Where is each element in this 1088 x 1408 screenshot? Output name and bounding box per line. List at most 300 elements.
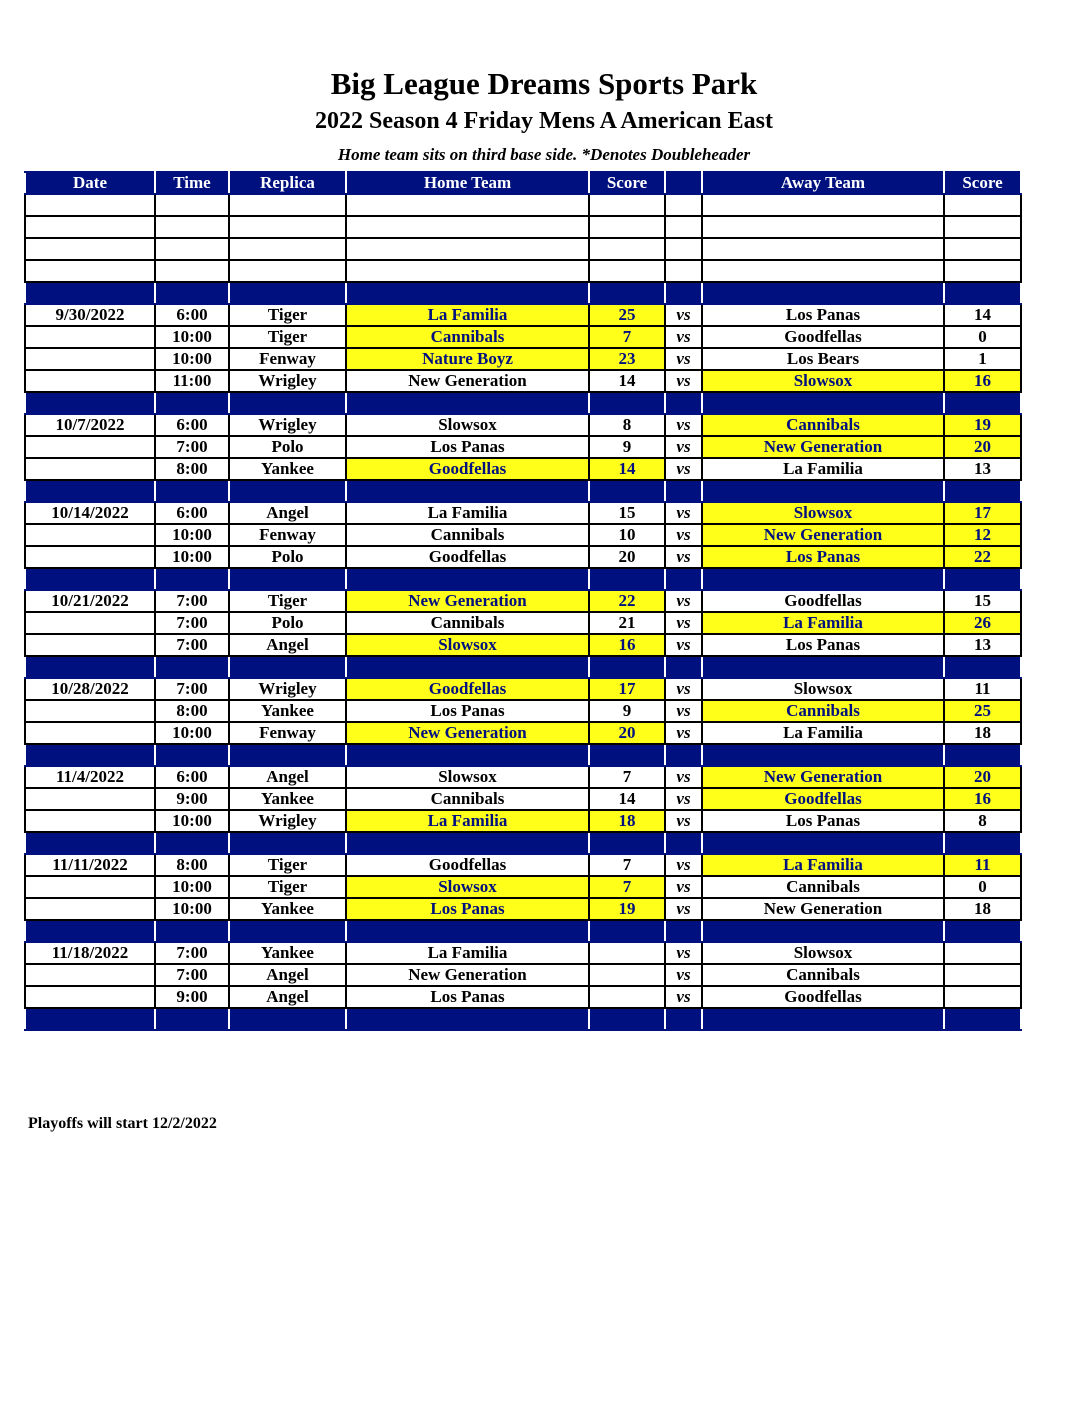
field-cell: Wrigley	[229, 678, 346, 700]
date-cell	[25, 612, 155, 634]
home-team-cell: Los Panas	[346, 986, 589, 1008]
separator-cell	[229, 656, 346, 678]
away-team-cell: Cannibals	[702, 964, 944, 986]
separator-cell	[229, 744, 346, 766]
separator-cell	[346, 832, 589, 854]
field-cell: Angel	[229, 502, 346, 524]
away-team-cell: Slowsox	[702, 942, 944, 964]
vs-cell: vs	[665, 986, 702, 1008]
week-separator-row	[25, 568, 1021, 590]
away-team-cell: Los Panas	[702, 634, 944, 656]
time-cell: 7:00	[155, 590, 229, 612]
field-cell: Tiger	[229, 590, 346, 612]
separator-cell	[944, 282, 1021, 304]
away-score-cell: 14	[944, 304, 1021, 326]
game-row	[25, 612, 1021, 634]
away-team-cell: Cannibals	[702, 700, 944, 722]
separator-cell	[702, 1008, 944, 1030]
separator-cell	[702, 282, 944, 304]
time-cell: 10:00	[155, 898, 229, 920]
away-team-cell	[702, 194, 944, 216]
time-cell: 9:00	[155, 986, 229, 1008]
week-separator-row	[25, 832, 1021, 854]
date-cell	[25, 722, 155, 744]
date-cell: 10/14/2022	[25, 502, 155, 524]
game-row	[25, 458, 1021, 480]
away-team-cell: La Familia	[702, 722, 944, 744]
game-row	[25, 678, 1021, 700]
home-team-cell: Nature Boyz	[346, 348, 589, 370]
away-score-cell	[944, 260, 1021, 282]
home-team-cell: Goodfellas	[346, 678, 589, 700]
vs-cell: vs	[665, 722, 702, 744]
separator-cell	[346, 744, 589, 766]
away-score-cell: 22	[944, 546, 1021, 568]
home-team-cell: Los Panas	[346, 700, 589, 722]
away-score-cell: 18	[944, 722, 1021, 744]
date-cell	[25, 788, 155, 810]
separator-cell	[665, 656, 702, 678]
separator-cell	[944, 920, 1021, 942]
col-header-home-team: Home Team	[346, 172, 589, 194]
game-row	[25, 304, 1021, 326]
game-row	[25, 546, 1021, 568]
game-row	[25, 876, 1021, 898]
home-team-cell	[346, 216, 589, 238]
separator-cell	[229, 282, 346, 304]
vs-cell: vs	[665, 370, 702, 392]
away-team-cell: Los Panas	[702, 810, 944, 832]
time-cell: 7:00	[155, 678, 229, 700]
away-score-cell: 0	[944, 876, 1021, 898]
home-score-cell: 19	[589, 898, 665, 920]
separator-cell	[589, 1008, 665, 1030]
home-score-cell: 7	[589, 326, 665, 348]
time-cell: 11:00	[155, 370, 229, 392]
game-row	[25, 414, 1021, 436]
date-cell	[25, 216, 155, 238]
vs-cell: vs	[665, 436, 702, 458]
date-cell	[25, 876, 155, 898]
away-score-cell: 13	[944, 634, 1021, 656]
away-team-cell: Goodfellas	[702, 590, 944, 612]
separator-cell	[589, 744, 665, 766]
separator-cell	[155, 744, 229, 766]
schedule-body	[25, 194, 1021, 1030]
separator-cell	[155, 480, 229, 502]
vs-cell: vs	[665, 304, 702, 326]
separator-cell	[702, 480, 944, 502]
separator-cell	[25, 656, 155, 678]
separator-cell	[346, 1008, 589, 1030]
week-separator-row	[25, 480, 1021, 502]
time-cell: 6:00	[155, 502, 229, 524]
away-team-cell: Cannibals	[702, 414, 944, 436]
vs-cell: vs	[665, 700, 702, 722]
game-row	[25, 810, 1021, 832]
vs-cell: vs	[665, 854, 702, 876]
separator-cell	[665, 282, 702, 304]
home-score-cell: 9	[589, 700, 665, 722]
separator-cell	[25, 920, 155, 942]
week-separator-row	[25, 744, 1021, 766]
col-header-vs	[665, 172, 702, 194]
date-cell: 11/4/2022	[25, 766, 155, 788]
date-cell: 11/18/2022	[25, 942, 155, 964]
home-score-cell: 7	[589, 854, 665, 876]
field-cell: Angel	[229, 986, 346, 1008]
home-team-cell: Slowsox	[346, 766, 589, 788]
vs-cell: vs	[665, 766, 702, 788]
field-cell	[229, 238, 346, 260]
week-separator-row	[25, 656, 1021, 678]
separator-cell	[155, 568, 229, 590]
field-cell: Tiger	[229, 304, 346, 326]
home-team-cell: Slowsox	[346, 876, 589, 898]
home-score-cell: 23	[589, 348, 665, 370]
away-score-cell	[944, 942, 1021, 964]
away-team-cell: New Generation	[702, 436, 944, 458]
separator-cell	[702, 920, 944, 942]
field-cell: Fenway	[229, 524, 346, 546]
away-score-cell	[944, 238, 1021, 260]
separator-cell	[702, 568, 944, 590]
date-cell	[25, 634, 155, 656]
away-score-cell: 25	[944, 700, 1021, 722]
away-team-cell: Los Bears	[702, 348, 944, 370]
away-team-cell: Goodfellas	[702, 986, 944, 1008]
time-cell: 9:00	[155, 788, 229, 810]
separator-cell	[346, 656, 589, 678]
separator-cell	[589, 392, 665, 414]
away-team-cell: New Generation	[702, 524, 944, 546]
away-team-cell: New Generation	[702, 898, 944, 920]
home-score-cell	[589, 260, 665, 282]
field-cell: Polo	[229, 436, 346, 458]
away-score-cell: 1	[944, 348, 1021, 370]
away-score-cell	[944, 194, 1021, 216]
field-cell: Angel	[229, 964, 346, 986]
vs-cell: vs	[665, 898, 702, 920]
col-header-away-score: Score	[944, 172, 1021, 194]
vs-cell: vs	[665, 524, 702, 546]
away-team-cell: Los Panas	[702, 546, 944, 568]
date-cell	[25, 348, 155, 370]
field-cell: Yankee	[229, 700, 346, 722]
field-cell: Tiger	[229, 854, 346, 876]
field-cell	[229, 194, 346, 216]
time-cell: 10:00	[155, 326, 229, 348]
game-row	[25, 942, 1021, 964]
vs-cell	[665, 238, 702, 260]
vs-cell: vs	[665, 348, 702, 370]
field-cell	[229, 260, 346, 282]
home-team-cell: New Generation	[346, 964, 589, 986]
away-team-cell	[702, 238, 944, 260]
game-row	[25, 348, 1021, 370]
separator-cell	[702, 832, 944, 854]
separator-cell	[665, 480, 702, 502]
separator-cell	[944, 1008, 1021, 1030]
game-row	[25, 436, 1021, 458]
home-team-cell: La Familia	[346, 502, 589, 524]
vs-cell: vs	[665, 942, 702, 964]
separator-cell	[155, 832, 229, 854]
week-separator-row	[25, 1008, 1021, 1030]
field-cell: Wrigley	[229, 370, 346, 392]
date-cell	[25, 326, 155, 348]
separator-cell	[229, 392, 346, 414]
time-cell: 7:00	[155, 436, 229, 458]
vs-cell: vs	[665, 546, 702, 568]
time-cell	[155, 194, 229, 216]
col-header-time: Time	[155, 172, 229, 194]
col-header-home-score: Score	[589, 172, 665, 194]
time-cell: 7:00	[155, 612, 229, 634]
away-team-cell	[702, 260, 944, 282]
time-cell: 8:00	[155, 458, 229, 480]
time-cell: 10:00	[155, 722, 229, 744]
date-cell	[25, 458, 155, 480]
schedule-table	[24, 171, 1022, 1031]
game-row	[25, 898, 1021, 920]
separator-cell	[25, 568, 155, 590]
separator-cell	[25, 480, 155, 502]
home-score-cell: 9	[589, 436, 665, 458]
away-team-cell: La Familia	[702, 458, 944, 480]
field-cell: Tiger	[229, 876, 346, 898]
separator-cell	[665, 832, 702, 854]
away-score-cell: 8	[944, 810, 1021, 832]
date-cell	[25, 986, 155, 1008]
time-cell: 8:00	[155, 854, 229, 876]
home-score-cell: 7	[589, 766, 665, 788]
away-team-cell	[702, 216, 944, 238]
date-cell	[25, 238, 155, 260]
week-separator-row	[25, 920, 1021, 942]
vs-cell	[665, 194, 702, 216]
away-score-cell: 20	[944, 436, 1021, 458]
home-team-cell: Los Panas	[346, 436, 589, 458]
separator-cell	[665, 392, 702, 414]
separator-cell	[944, 568, 1021, 590]
separator-cell	[346, 282, 589, 304]
separator-cell	[944, 480, 1021, 502]
date-cell: 9/30/2022	[25, 304, 155, 326]
time-cell: 10:00	[155, 876, 229, 898]
home-team-cell	[346, 260, 589, 282]
home-score-cell: 25	[589, 304, 665, 326]
home-score-cell: 14	[589, 458, 665, 480]
vs-cell: vs	[665, 634, 702, 656]
away-score-cell: 0	[944, 326, 1021, 348]
vs-cell	[665, 260, 702, 282]
away-score-cell: 11	[944, 678, 1021, 700]
date-cell	[25, 700, 155, 722]
field-cell: Angel	[229, 634, 346, 656]
home-team-cell: Goodfellas	[346, 458, 589, 480]
separator-cell	[229, 920, 346, 942]
separator-cell	[346, 568, 589, 590]
separator-cell	[346, 920, 589, 942]
home-team-cell	[346, 238, 589, 260]
away-score-cell: 12	[944, 524, 1021, 546]
time-cell: 10:00	[155, 546, 229, 568]
home-score-cell	[589, 964, 665, 986]
home-team-cell: La Familia	[346, 942, 589, 964]
separator-cell	[155, 1008, 229, 1030]
separator-cell	[155, 920, 229, 942]
home-team-cell: Slowsox	[346, 634, 589, 656]
away-score-cell: 18	[944, 898, 1021, 920]
separator-cell	[589, 656, 665, 678]
away-team-cell: Goodfellas	[702, 326, 944, 348]
away-score-cell: 13	[944, 458, 1021, 480]
page-subtitle: 2022 Season 4 Friday Mens A American East	[314, 108, 773, 134]
page-title: Big League Dreams Sports Park	[330, 66, 758, 101]
game-row	[25, 854, 1021, 876]
game-row	[25, 524, 1021, 546]
away-score-cell: 11	[944, 854, 1021, 876]
away-score-cell: 16	[944, 370, 1021, 392]
home-team-cell: Cannibals	[346, 524, 589, 546]
separator-cell	[346, 392, 589, 414]
game-row	[25, 766, 1021, 788]
date-cell	[25, 964, 155, 986]
away-score-cell	[944, 216, 1021, 238]
date-cell	[25, 524, 155, 546]
home-score-cell: 18	[589, 810, 665, 832]
col-header-date: Date	[25, 172, 155, 194]
date-cell	[25, 810, 155, 832]
home-score-cell: 15	[589, 502, 665, 524]
vs-cell: vs	[665, 502, 702, 524]
home-team-cell: Los Panas	[346, 898, 589, 920]
separator-cell	[25, 1008, 155, 1030]
home-team-cell: New Generation	[346, 722, 589, 744]
home-score-cell	[589, 216, 665, 238]
header-row	[25, 172, 1021, 194]
separator-cell	[155, 656, 229, 678]
vs-cell: vs	[665, 458, 702, 480]
home-score-cell: 7	[589, 876, 665, 898]
game-row	[25, 326, 1021, 348]
date-cell: 10/28/2022	[25, 678, 155, 700]
away-score-cell: 17	[944, 502, 1021, 524]
home-score-cell: 20	[589, 722, 665, 744]
col-header-away-team: Away Team	[702, 172, 944, 194]
time-cell: 7:00	[155, 964, 229, 986]
vs-cell: vs	[665, 612, 702, 634]
separator-cell	[229, 480, 346, 502]
separator-cell	[702, 392, 944, 414]
time-cell: 8:00	[155, 700, 229, 722]
separator-cell	[589, 832, 665, 854]
home-team-cell: Goodfellas	[346, 854, 589, 876]
game-row	[25, 260, 1021, 282]
separator-cell	[25, 744, 155, 766]
away-team-cell: Cannibals	[702, 876, 944, 898]
time-cell: 10:00	[155, 810, 229, 832]
away-score-cell	[944, 964, 1021, 986]
date-cell	[25, 436, 155, 458]
date-cell: 10/21/2022	[25, 590, 155, 612]
home-score-cell	[589, 986, 665, 1008]
home-team-cell: La Familia	[346, 304, 589, 326]
separator-cell	[346, 480, 589, 502]
field-cell: Yankee	[229, 458, 346, 480]
separator-cell	[229, 832, 346, 854]
away-team-cell: Los Panas	[702, 304, 944, 326]
time-cell	[155, 216, 229, 238]
vs-cell: vs	[665, 678, 702, 700]
separator-cell	[229, 568, 346, 590]
time-cell: 10:00	[155, 348, 229, 370]
home-team-cell: Goodfellas	[346, 546, 589, 568]
time-cell	[155, 260, 229, 282]
home-score-cell: 14	[589, 788, 665, 810]
separator-cell	[944, 656, 1021, 678]
field-cell: Fenway	[229, 348, 346, 370]
field-cell: Tiger	[229, 326, 346, 348]
away-team-cell: Goodfellas	[702, 788, 944, 810]
home-score-cell: 22	[589, 590, 665, 612]
field-cell: Yankee	[229, 898, 346, 920]
separator-cell	[944, 392, 1021, 414]
game-row	[25, 788, 1021, 810]
away-team-cell: Slowsox	[702, 502, 944, 524]
home-team-cell	[346, 194, 589, 216]
footer-note: Playoffs will start 12/2/2022	[28, 1115, 217, 1132]
separator-cell	[665, 1008, 702, 1030]
date-cell	[25, 546, 155, 568]
field-cell: Yankee	[229, 788, 346, 810]
separator-cell	[944, 832, 1021, 854]
separator-cell	[665, 744, 702, 766]
home-team-cell: Slowsox	[346, 414, 589, 436]
game-row	[25, 370, 1021, 392]
col-header-replica: Replica	[229, 172, 346, 194]
game-row	[25, 986, 1021, 1008]
separator-cell	[25, 392, 155, 414]
separator-cell	[665, 568, 702, 590]
date-cell: 11/11/2022	[25, 854, 155, 876]
separator-cell	[155, 392, 229, 414]
away-team-cell: New Generation	[702, 766, 944, 788]
date-cell: 10/7/2022	[25, 414, 155, 436]
game-row	[25, 502, 1021, 524]
home-team-cell: Cannibals	[346, 326, 589, 348]
home-score-cell	[589, 194, 665, 216]
away-score-cell: 20	[944, 766, 1021, 788]
home-score-cell	[589, 942, 665, 964]
home-team-cell: Cannibals	[346, 612, 589, 634]
date-cell	[25, 370, 155, 392]
game-row	[25, 590, 1021, 612]
time-cell	[155, 238, 229, 260]
vs-cell: vs	[665, 326, 702, 348]
vs-cell	[665, 216, 702, 238]
separator-cell	[589, 480, 665, 502]
away-score-cell: 26	[944, 612, 1021, 634]
field-cell: Wrigley	[229, 810, 346, 832]
home-score-cell: 10	[589, 524, 665, 546]
away-team-cell: Slowsox	[702, 370, 944, 392]
date-cell	[25, 898, 155, 920]
week-separator-row	[25, 392, 1021, 414]
home-score-cell: 21	[589, 612, 665, 634]
date-cell	[25, 260, 155, 282]
